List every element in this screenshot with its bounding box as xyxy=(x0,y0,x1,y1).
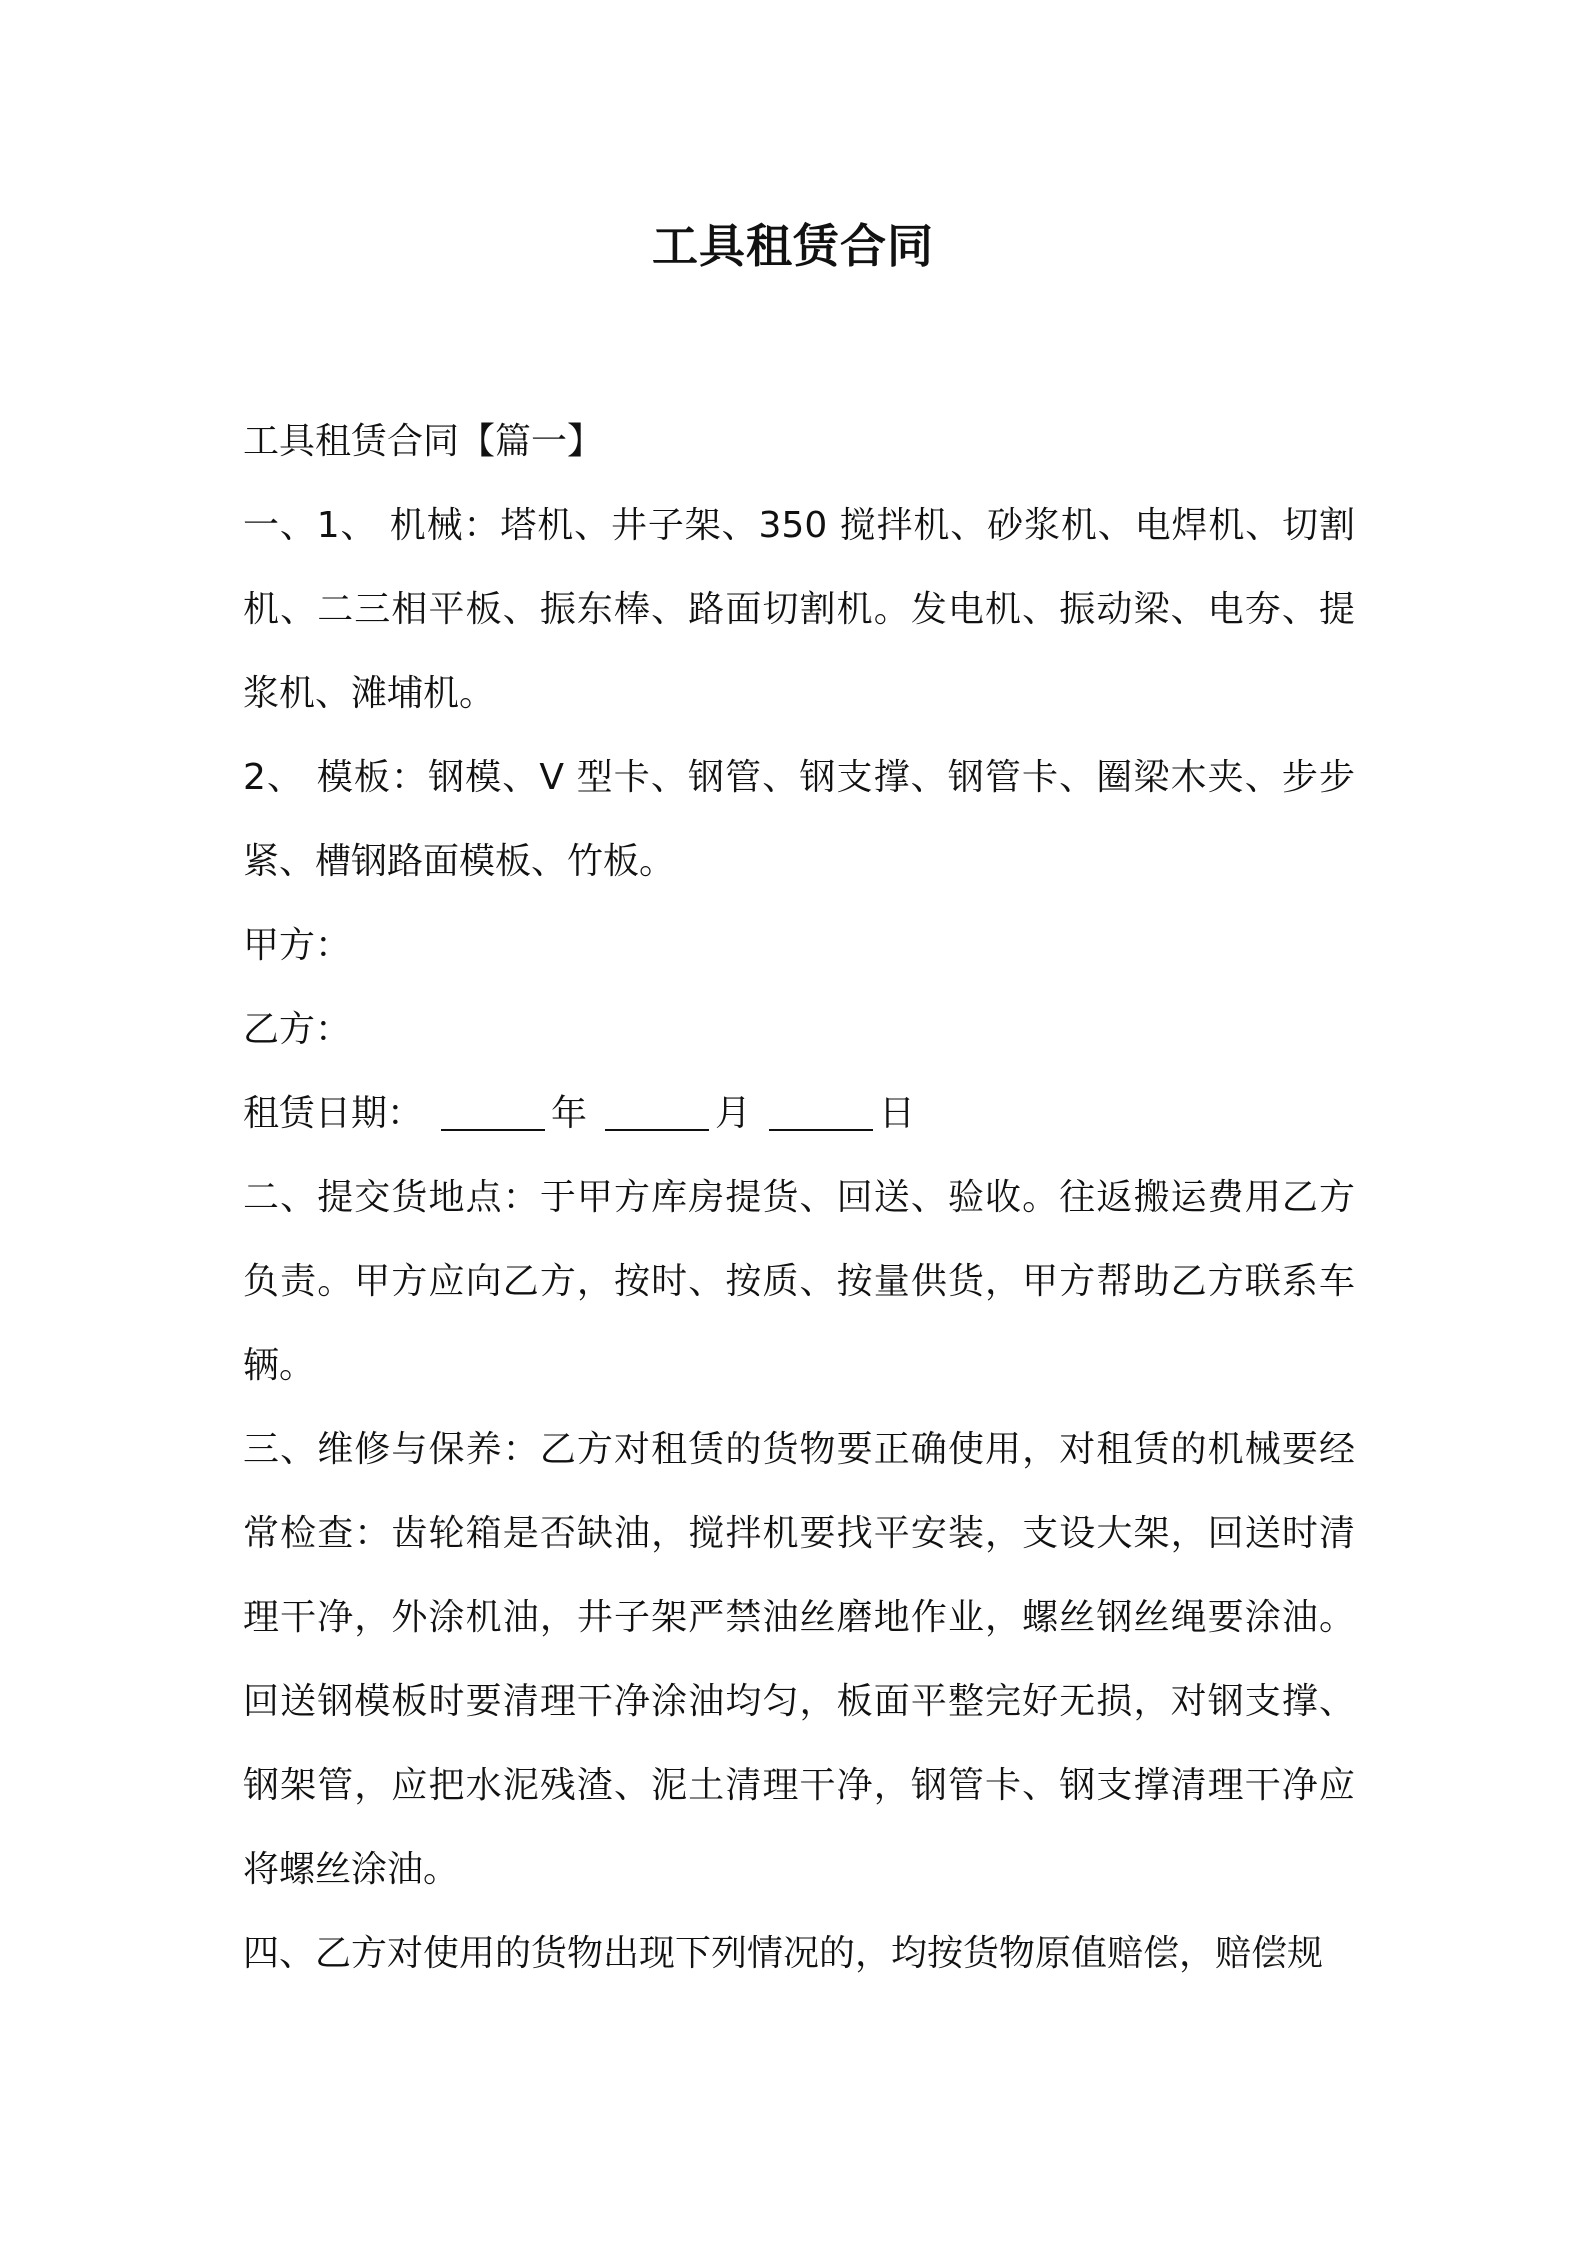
lease-date-day: 日 xyxy=(879,1093,916,1134)
year-blank xyxy=(441,1089,545,1131)
lease-date-month: 月 xyxy=(715,1093,752,1134)
document-title: 工具租赁合同 xyxy=(652,219,934,273)
day-blank xyxy=(769,1089,873,1131)
month-blank xyxy=(605,1089,709,1131)
section-1-machinery: 一、1、 机械：塔机、井子架、350 搅拌机、砂浆机、电焊机、切割机、二三相平板、振东棒、路面切割机。发电机、振动梁、电夯、提浆机、滩埔机。 xyxy=(243,505,1355,714)
section-2-delivery: 二、提交货地点：于甲方库房提货、回送、验收。往返搬运费用乙方负责。甲方应向乙方，按时、按质、按量供货，甲方帮助乙方联系车辆。 xyxy=(243,1177,1355,1386)
document-body xyxy=(243,400,1355,1996)
lease-date-label: 租赁日期： xyxy=(243,1093,424,1134)
lease-date-line xyxy=(243,1072,1355,1156)
section-1-formwork: 2、 模板：钢模、V 型卡、钢管、钢支撑、钢管卡、圈梁木夹、步步紧、槽钢路面模板、竹板。 xyxy=(243,757,1355,882)
lease-date-year: 年 xyxy=(551,1093,588,1134)
party-a-line: 甲方： xyxy=(243,925,352,966)
section-4-compensation: 四、乙方对使用的货物出现下列情况的，均按货物原值赔偿，赔偿规 xyxy=(243,1933,1324,1974)
document-subtitle: 工具租赁合同【篇一】 xyxy=(243,421,604,462)
party-b-line: 乙方： xyxy=(243,1009,352,1050)
section-3-maintenance: 三、维修与保养：乙方对租赁的货物要正确使用，对租赁的机械要经常检查：齿轮箱是否缺油，搅拌机要找平安装，支设大架，回送时清理干净，外涂机油，井子架严禁油丝磨地作业，螺丝钢丝绳要涂油。回送钢模板时要清理干净涂油均匀，板面平整完好无损，对钢支撑、钢架管，应把水泥残渣、泥土清理干净，钢管卡、钢支撑清理干净应将螺丝涂油。 xyxy=(243,1429,1355,1890)
